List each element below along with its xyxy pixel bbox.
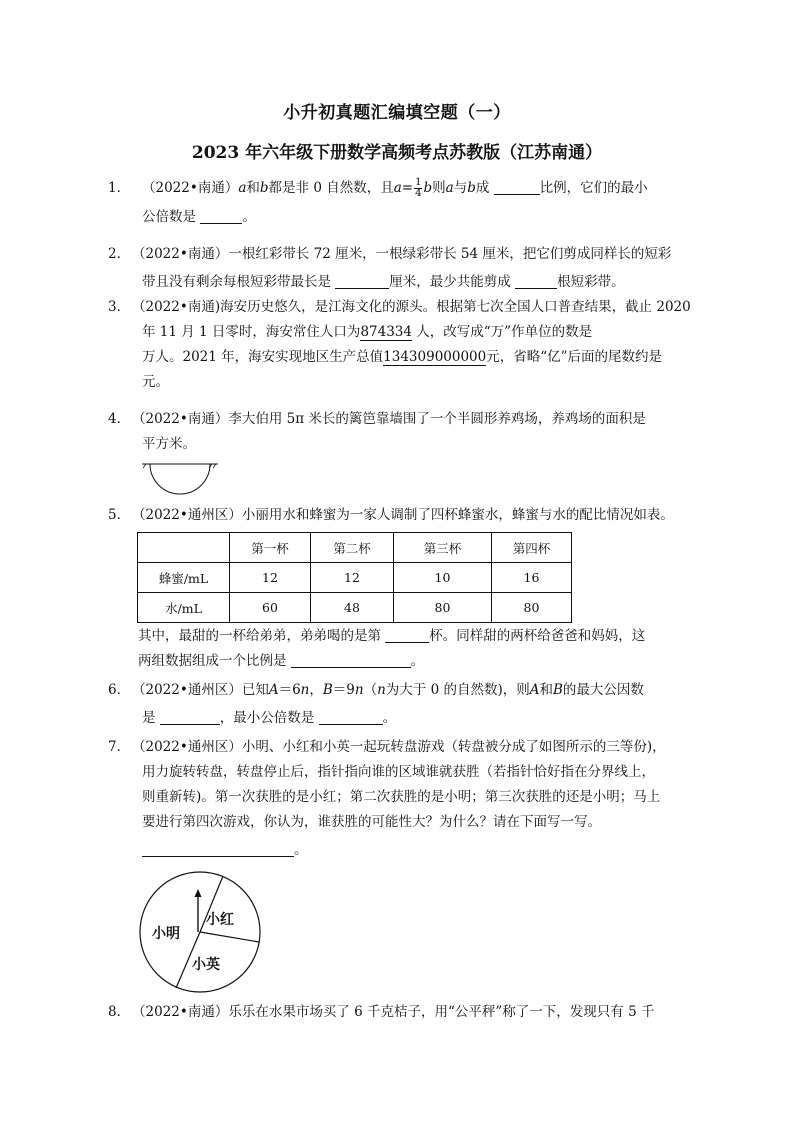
sector-label-hong: 小红 bbox=[206, 912, 234, 928]
answer-blank[interactable] bbox=[335, 272, 389, 289]
question-3: 3． （2022•南通)海安历史悠久，是江海文化的源头。根据第七次全国人口普查结果，截止 2020 年 11 月 1 日零时，海安常住人口为874334 人，改写成“万”作单位的数是 万人。2021 年，海安实现地区生产总值134309000000元，省略“亿”后面的尾数约是 元。 bbox=[108, 299, 691, 390]
question-1: 1． （2022•南通）a和b都是非 0 自然数，且a= $\frac{1}{4}$ b则a与b成 比例，它们的最小 公倍数是 。 bbox=[108, 177, 648, 225]
question-number: 1． bbox=[108, 180, 131, 196]
question-2: 2． （2022•南通）一根红彩带长 72 厘米，一根绿彩带长 54 厘米，把它们剪成同样长的短彩 带且没有剩余每根短彩带最长是 厘米，最少共能剪成 根短彩带。 bbox=[108, 246, 672, 290]
honey-ratio-table bbox=[137, 532, 572, 623]
pointer-arrow-icon bbox=[195, 889, 202, 897]
question-8: 8． （2022•南通）乐乐在水果市场买了 6 千克桔子，用“公平秤”称了一下，发现只有 5 千 bbox=[108, 1004, 655, 1020]
answer-blank[interactable] bbox=[291, 651, 411, 668]
question-7: 7． （2022•通州区）小明、小红和小英一起玩转盘游戏（转盘被分成了如图所示的三等份)， 用力旋转转盘，转盘停止后，指针指向谁的区域谁就获胜（若指针恰好指在分界线上， 则重新转)。第一次获胜的是小红；第二次获胜的是小明；第三次获胜的还是小明；马上 要进行第四次游戏，你认为，谁获胜的可能性大？为什么？请在下面写一写。 。 bbox=[108, 739, 666, 858]
answer-blank[interactable] bbox=[385, 626, 429, 643]
answer-blank[interactable] bbox=[515, 272, 557, 289]
question-6: 6． （2022•通州区）已知A＝6n，B＝9n（n为大于 0 的自然数)，则A和B的最大公因数 是 ，最小公倍数是 。 bbox=[108, 682, 644, 726]
answer-blank[interactable] bbox=[319, 708, 383, 725]
page-subtitle: 2023 年六年级下册数学高频考点苏教版（江苏南通） bbox=[191, 143, 603, 163]
answer-blank[interactable] bbox=[142, 840, 294, 857]
table-header-row: 第一杯 第二杯 第三杯 第四杯 bbox=[138, 533, 572, 563]
question-4: 4． （2022•南通）李大伯用 5π 米长的篱笆靠墙围了一个半圆形养鸡场，养鸡场的面积是 平方米。 bbox=[108, 411, 646, 452]
gdp-value: 134309000000 bbox=[383, 349, 487, 365]
sector-divider bbox=[200, 932, 259, 942]
answer-blank[interactable] bbox=[160, 708, 220, 725]
semicircle-arc bbox=[150, 464, 210, 494]
sector-label-ying: 小英 bbox=[192, 957, 220, 973]
question-5-followup: 其中，最甜的一杯给弟弟，弟弟喝的是第 杯。同样甜的两杯给爸爸和妈妈，这 两组数据组成一个比例是 。 bbox=[138, 628, 646, 669]
table-row: 水/mL 60 48 80 80 bbox=[138, 593, 572, 623]
sector-label-ming: 小明 bbox=[152, 926, 180, 942]
question-5: 5． （2022•通州区）小丽用水和蜂蜜为一家人调制了四杯蜂蜜水，蜂蜜与水的配比情况如表。 bbox=[108, 507, 674, 523]
table-row: 蜂蜜/mL 12 12 10 16 bbox=[138, 563, 572, 593]
answer-blank[interactable] bbox=[494, 178, 540, 195]
answer-blank[interactable] bbox=[200, 207, 242, 224]
semicircle-figure bbox=[140, 462, 220, 502]
population-value: 874334 bbox=[360, 324, 412, 340]
spinner-figure bbox=[138, 870, 262, 994]
page-title: 小升初真题汇编填空题（一） bbox=[283, 103, 511, 123]
fraction-one-quarter: $\frac{1}{4}$ bbox=[415, 177, 422, 199]
